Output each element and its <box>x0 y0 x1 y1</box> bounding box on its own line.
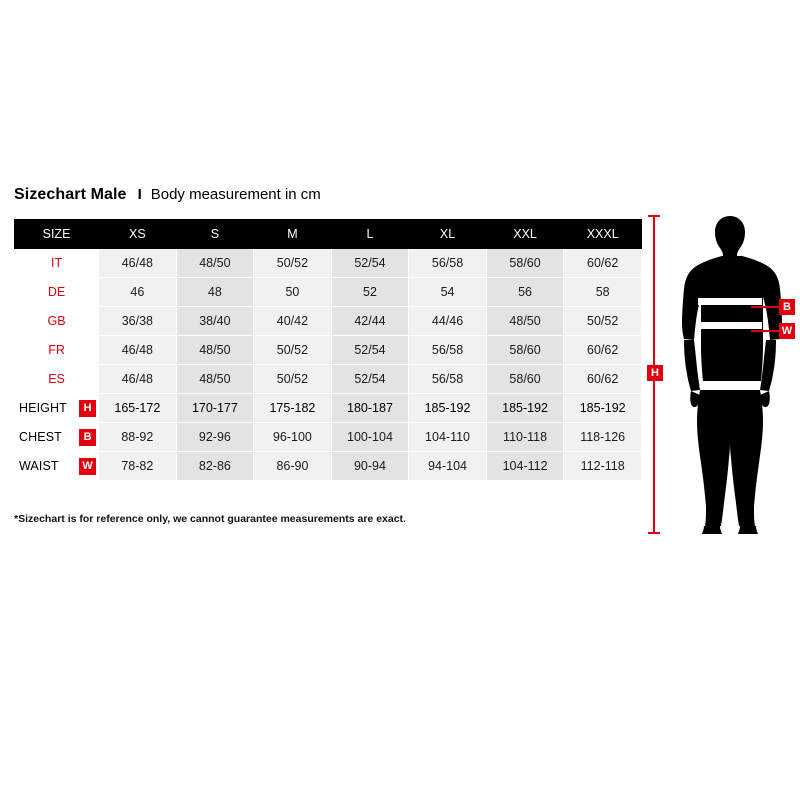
figure-waist-badge-icon: W <box>779 323 795 339</box>
header-size-l: L <box>331 220 409 249</box>
cell-chest-xl: 104-110 <box>409 423 487 452</box>
cell-it-xxl: 58/60 <box>486 249 564 278</box>
cell-es-m: 50/52 <box>254 365 332 394</box>
table-row <box>15 365 642 394</box>
table-header-row <box>15 220 642 249</box>
header-size-xxxl: XXXL <box>564 220 642 249</box>
cell-gb-s: 38/40 <box>176 307 254 336</box>
page-title <box>14 186 321 204</box>
header-size-m: M <box>254 220 332 249</box>
table-row <box>15 336 642 365</box>
cell-fr-m: 50/52 <box>254 336 332 365</box>
cell-it-xxxl: 60/62 <box>564 249 642 278</box>
cell-es-xs: 46/48 <box>99 365 177 394</box>
cell-de-m: 50 <box>254 278 332 307</box>
cell-chest-xs: 88-92 <box>99 423 177 452</box>
cell-fr-xs: 46/48 <box>99 336 177 365</box>
cell-it-s: 48/50 <box>176 249 254 278</box>
cell-fr-s: 48/50 <box>176 336 254 365</box>
table-row <box>15 278 642 307</box>
row-label-waist-text: WAIST <box>19 459 59 473</box>
cell-waist-xl: 94-104 <box>409 452 487 481</box>
cell-it-xl: 56/58 <box>409 249 487 278</box>
cell-height-xxl: 185-192 <box>486 394 564 423</box>
header-size-label: SIZE <box>15 220 99 249</box>
cell-fr-l: 52/54 <box>331 336 409 365</box>
header-size-s: S <box>176 220 254 249</box>
cell-waist-xxl: 104-112 <box>486 452 564 481</box>
cell-chest-xxl: 110-118 <box>486 423 564 452</box>
row-label-de: DE <box>15 278 99 307</box>
header-size-xs: XS <box>99 220 177 249</box>
waist-badge-icon: W <box>79 458 96 475</box>
row-label-chest <box>15 423 99 452</box>
cell-waist-s: 82-86 <box>176 452 254 481</box>
table-row <box>15 452 642 481</box>
cell-de-xxxl: 58 <box>564 278 642 307</box>
header-size-xxl: XXL <box>486 220 564 249</box>
cell-it-m: 50/52 <box>254 249 332 278</box>
row-label-gb: GB <box>15 307 99 336</box>
chest-badge-icon: B <box>79 429 96 446</box>
cell-gb-xxxl: 50/52 <box>564 307 642 336</box>
row-label-fr: FR <box>15 336 99 365</box>
row-label-height <box>15 394 99 423</box>
cell-gb-xs: 36/38 <box>99 307 177 336</box>
cell-height-l: 180-187 <box>331 394 409 423</box>
male-silhouette-icon <box>670 210 790 540</box>
cell-gb-l: 42/44 <box>331 307 409 336</box>
cell-es-xxxl: 60/62 <box>564 365 642 394</box>
page-title-separator: I <box>137 186 142 203</box>
cell-waist-m: 86-90 <box>254 452 332 481</box>
chest-leader-line <box>751 306 779 308</box>
cell-es-l: 52/54 <box>331 365 409 394</box>
cell-fr-xxl: 58/60 <box>486 336 564 365</box>
cell-gb-xxl: 48/50 <box>486 307 564 336</box>
height-badge-icon: H <box>79 400 96 417</box>
header-size-xl: XL <box>409 220 487 249</box>
table-row <box>15 423 642 452</box>
row-label-waist <box>15 452 99 481</box>
cell-chest-s: 92-96 <box>176 423 254 452</box>
cell-height-m: 175-182 <box>254 394 332 423</box>
cell-height-xxxl: 185-192 <box>564 394 642 423</box>
footnote: *Sizechart is for reference only, we cannot guarantee measurements are exact. <box>14 513 406 525</box>
height-line-top-cap <box>648 215 660 217</box>
sizechart-table <box>14 219 642 481</box>
cell-it-xs: 46/48 <box>99 249 177 278</box>
cell-de-xs: 46 <box>99 278 177 307</box>
waist-leader-line <box>751 330 779 332</box>
table-row <box>15 249 642 278</box>
cell-height-xs: 165-172 <box>99 394 177 423</box>
cell-de-s: 48 <box>176 278 254 307</box>
cell-es-xxl: 58/60 <box>486 365 564 394</box>
cell-chest-m: 96-100 <box>254 423 332 452</box>
cell-waist-l: 90-94 <box>331 452 409 481</box>
height-line-bottom-cap <box>648 532 660 534</box>
row-label-it: IT <box>15 249 99 278</box>
cell-height-s: 170-177 <box>176 394 254 423</box>
table-row <box>15 394 642 423</box>
cell-it-l: 52/54 <box>331 249 409 278</box>
cell-es-s: 48/50 <box>176 365 254 394</box>
cell-gb-xl: 44/46 <box>409 307 487 336</box>
cell-height-xl: 185-192 <box>409 394 487 423</box>
row-label-es: ES <box>15 365 99 394</box>
cell-waist-xxxl: 112-118 <box>564 452 642 481</box>
body-figure <box>648 210 793 540</box>
cell-de-l: 52 <box>331 278 409 307</box>
cell-chest-xxxl: 118-126 <box>564 423 642 452</box>
row-label-chest-text: CHEST <box>19 430 62 444</box>
page-title-main: Sizechart Male <box>14 186 127 203</box>
row-label-height-text: HEIGHT <box>19 401 67 415</box>
sizechart-table-wrapper <box>14 219 642 481</box>
cell-gb-m: 40/42 <box>254 307 332 336</box>
cell-de-xxl: 56 <box>486 278 564 307</box>
figure-chest-badge-icon: B <box>779 299 795 315</box>
cell-de-xl: 54 <box>409 278 487 307</box>
cell-es-xl: 56/58 <box>409 365 487 394</box>
cell-chest-l: 100-104 <box>331 423 409 452</box>
page-title-subtitle: Body measurement in cm <box>150 186 321 203</box>
cell-fr-xl: 56/58 <box>409 336 487 365</box>
cell-fr-xxxl: 60/62 <box>564 336 642 365</box>
table-row <box>15 307 642 336</box>
figure-height-badge-icon: H <box>647 365 663 381</box>
cell-waist-xs: 78-82 <box>99 452 177 481</box>
